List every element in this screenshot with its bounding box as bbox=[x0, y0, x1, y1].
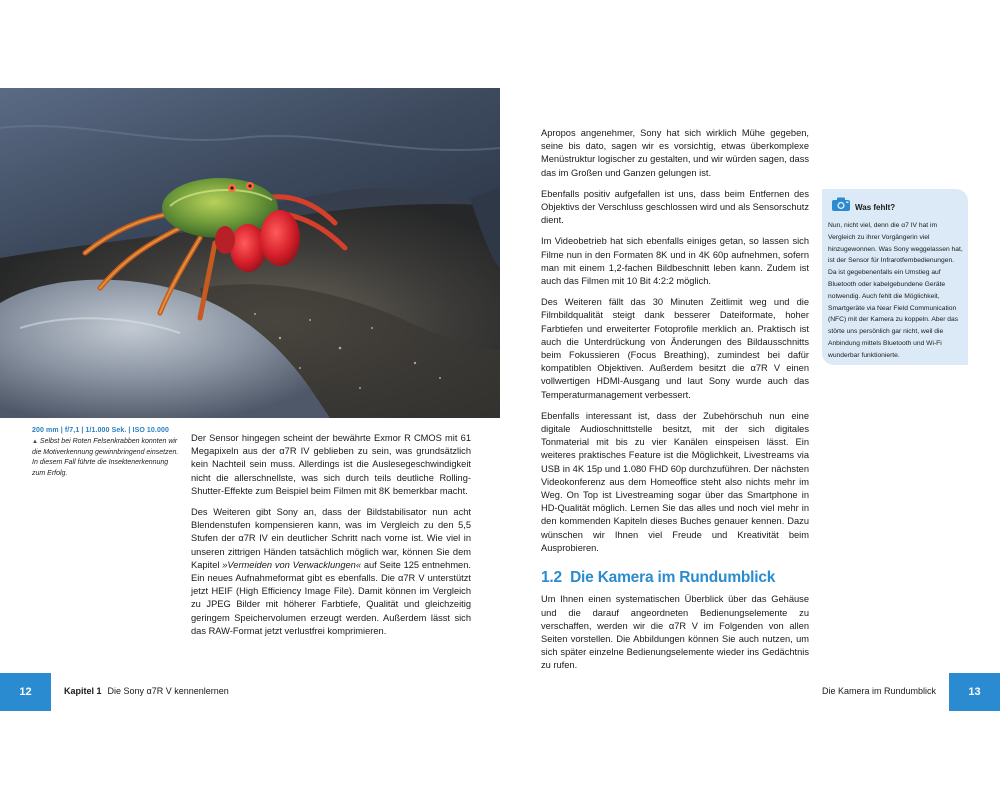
paragraph: Apropos angenehmer, Sony hat sich wirklich Mühe gegeben, seine bis dato, sagen wir es vorsichtig, etwas überkomplexe Menüstruktur logischer zu gestalten, und wir würden sagen, dass das im Großen und Ganzen gelungen ist. bbox=[541, 128, 809, 178]
info-box-text: Nun, nicht viel, denn die α7 IV hat im Vergleich zu ihrer Vorgängerin viel hinzugewonnen. Was Sony weggelassen hat, ist der Sensor für Infrarotfernbedienungen. Da ist gegebenenfalls ein Umstieg auf Bluetooth oder kabelgebundene Geräte notwendig. Auch fehlt die Möglichkeit, Smartgeräte via Near Field Communication (NFC) mit der Kamera zu koppeln. Aber das störte uns persönlich gar nicht, weil die Anbindung mittels Bluetooth und Wi-Fi wunderbar funktionierte. bbox=[828, 222, 963, 359]
paragraph: Des Weiteren fällt das 30 Minuten Zeitlimit weg und die Filmbildqualität steigt dank besserer Dateiformate, hoher Farbtiefen und erweiterter Fotoprofile merklich an. Praktisch ist auch die Unterdrückung von Änderungen des Bildausschnitts beim Fokussieren (Focus Breathing), zumindest bei dafür kompatiblen Objektiven. Außerdem besitzt die α7R V einen vollwertigen HDMI-Ausgang und laut Sony wurde auch das Temperaturmanagement verbessert. bbox=[541, 297, 809, 400]
paragraph: Ebenfalls interessant ist, dass der Zubehörschuh nun eine digitale Audioschnittstelle besitzt, mit der sich digitales Tonmaterial mit bis zu vier Kanälen einspeisen lässt. Ein weiteres praktisches Feature ist die Möglichkeit, Livestreams via USB in 4K 15p und 1.080 FHD 60p durchzuführen. Der nächsten Videokonferenz aus dem Homeoffice steht also nichts mehr im Weg. On Top ist Livestreaming sogar über das Smartphone in HD-Qualität möglich. Lernen Sie das alles und noch viel mehr in den kommenden Kapiteln dieses Buches genauer kennen. Dazu wünschen wir Ihnen viel Freude und Kreativität beim Ausprobieren. bbox=[541, 410, 809, 553]
chapter-title: Die Sony α7R V kennenlernen bbox=[107, 686, 229, 696]
paragraph: Ebenfalls positiv aufgefallen ist uns, dass beim Entfernen des Objektivs der Verschluss geschlossen wird und als Sensorschutz dient. bbox=[541, 188, 809, 226]
text-run: auf Seite 125 entnehmen. Ein neues Aufnahmeformat gibt es ebenfalls. Die α7R V unterstützt jetzt HEIF (High Efficiency Image File). Damit können im Vergleich zu JPEG Bilder mit höherer Farbtiefe, Qualität und gleichzeitig geringem Speichervolumen erzeugt werden. Außerdem lässt sich das RAW-Format jetzt verlustfrei komprimieren. bbox=[191, 559, 471, 636]
footer-section-title: Die Kamera im Rundumblick bbox=[821, 686, 936, 696]
caption-triangle-icon: ▲ bbox=[32, 439, 38, 445]
left-text-column bbox=[191, 432, 471, 646]
caption-exif: 200 mm | f/7,1 | 1/1.000 Sek. | ISO 10.000 bbox=[32, 427, 169, 434]
photo-caption bbox=[32, 427, 182, 479]
text-run: Des Weiteren gibt Sony an, dass der Bildstabilisator nun acht Blendenstufen kompensieren kann, was im Vergleich zu den 5,5 Stufen der α7R IV ein deutlicher Schritt nach vorne ist. Wie viel in unseren zittrigen Händen tatsächlich möglich war, können Sie dem Kapitel bbox=[191, 507, 471, 570]
caption-body: Selbst bei Roten Felsenkrabben konnten wir die Motiverkennung gewinnbringend einsetzen. In diesem Fall führte die Insektenerkennung zum Erfolg. bbox=[32, 438, 179, 477]
info-box-title: Was fehlt? bbox=[855, 203, 896, 212]
section-number: 1.2 bbox=[541, 569, 562, 587]
section-title: Die Kamera im Rundumblick bbox=[570, 569, 776, 587]
chapter-label: Kapitel 1 bbox=[64, 686, 102, 696]
page-number-left: 12 bbox=[0, 673, 51, 711]
paragraph: Um Ihnen einen systematischen Überblick über das Gehäuse und die darauf angeordneten Bedienungselemente zu verschaffen, werden wir die α7R V im Folgenden von allen Seiten vorstellen. Die Abbildungen können Sie auch nutzen, um sich später einzelne Bedienungselemente wieder ins Gedächtnis zu rufen. bbox=[541, 594, 809, 671]
paragraph: Der Sensor hingegen scheint der bewährte Exmor R CMOS mit 61 Megapixeln aus der α7R IV geblieben zu sein, was grundsätzlich kein Nachteil sein muss. Allerdings ist die Auslesegeschwindigkeit nicht die allerschnellste, was sich durch teils deutliche Rolling-Shutter-Effekte zum Beispiel beim Filmen mit 8K bemerkbar macht. bbox=[191, 433, 471, 496]
info-box bbox=[822, 189, 968, 365]
paragraph: Im Videobetrieb hat sich ebenfalls einiges getan, so lassen sich Filme nun in den Formaten 8K und in 4K 60p aufnehmen, sofern man mit einem 1,2-fachen Bildbeschnitt leben kann. Zudem ist auch das Filmen mit 10 Bit 4:2:2 möglich. bbox=[541, 236, 809, 287]
paragraph bbox=[191, 506, 471, 638]
caption-text bbox=[32, 437, 182, 479]
section-heading bbox=[541, 569, 809, 587]
page-number-right: 13 bbox=[949, 673, 1000, 711]
crab-photo bbox=[0, 88, 500, 418]
right-text-column bbox=[541, 127, 809, 681]
chapter-reference: »Vermeiden von Verwacklungen« bbox=[222, 559, 362, 570]
camera-icon bbox=[831, 196, 851, 217]
footer-chapter bbox=[64, 686, 229, 696]
